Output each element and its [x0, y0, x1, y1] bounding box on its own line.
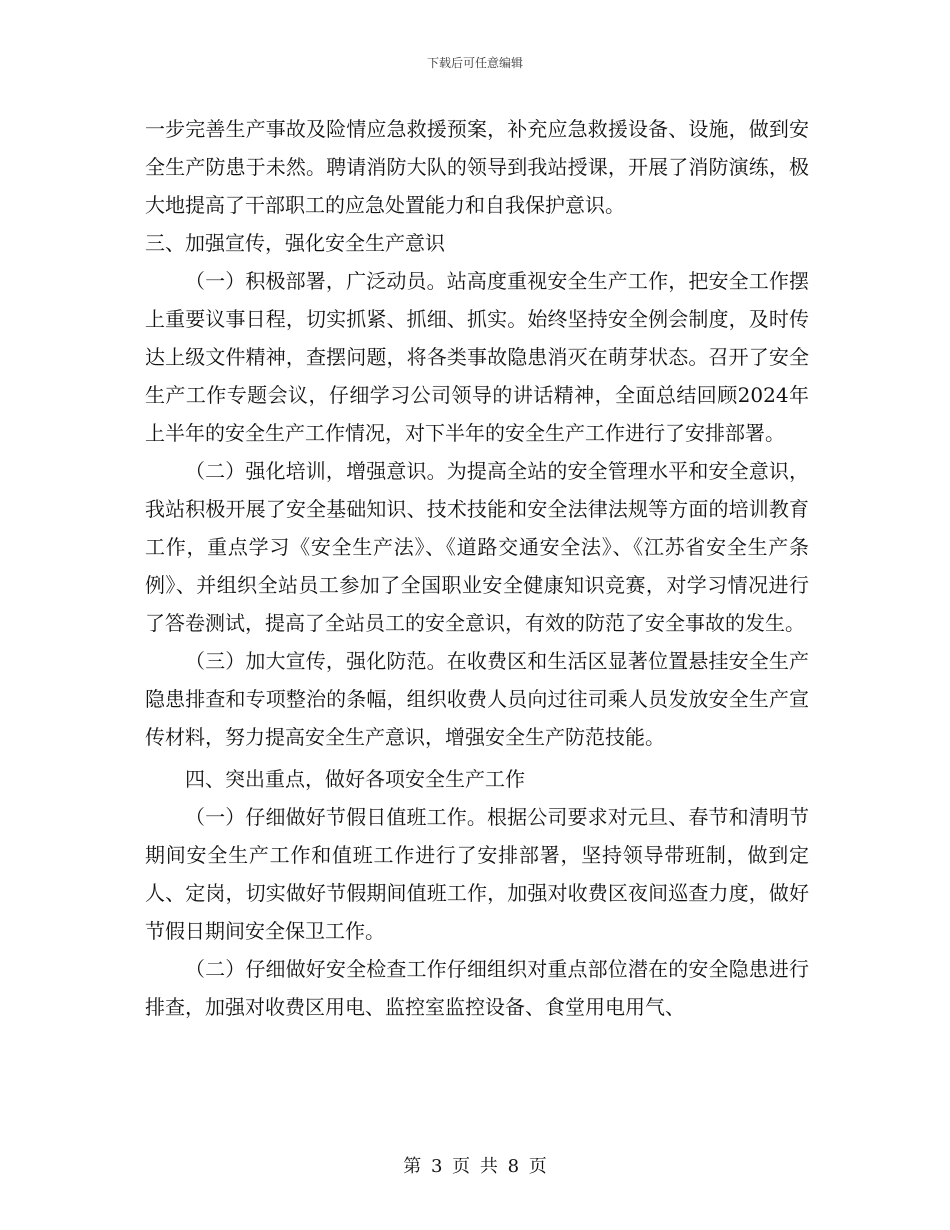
page-number: 第 3 页 共 8 页 — [403, 1156, 547, 1177]
paragraph-4-2: （二）仔细做好安全检查工作仔细组织对重点部位潜在的安全隐患进行排查，加强对收费区用电、监控室监控设备、食堂用电用气、 — [145, 957, 809, 1019]
paragraph-4-1: （一）仔细做好节假日值班工作。根据公司要求对元旦、春节和清明节期间安全生产工作和值班工作进行了安排部署，坚持领导带班制，做到定人、定岗，切实做好节假期间值班工作，加强对收费区夜间巡查力度，做好节假日期间安全保卫工作。 — [145, 805, 809, 943]
paragraph-3-3: （三）加大宣传，强化防范。在收费区和生活区显著位置悬挂安全生产隐患排查和专项整治的条幅，组织收费人员向过往司乘人员发放安全生产宣传材料，努力提高安全生产意识，增强安全生产防范技能。 — [145, 649, 809, 749]
paragraph-continuation: 一步完善生产事故及险情应急救援预案，补充应急救援设备、设施，做到安全生产防患于未然。聘请消防大队的领导到我站授课，开展了消防演练，极大地提高了干部职工的应急处置能力和自我保护意识。 — [145, 117, 809, 217]
document-body — [145, 110, 809, 1026]
section-heading-4: 四、突出重点，做好各项安全生产工作 — [185, 767, 525, 791]
header-note: 下载后可任意编辑 — [426, 56, 523, 70]
paragraph-3-1: （一）积极部署，广泛动员。站高度重视安全生产工作，把安全工作摆上重要议事日程，切实抓紧、抓细、抓实。始终坚持安全例会制度，及时传达上级文件精神，查摆问题，将各类事故隐患消灭在萌芽状态。召开了安全生产工作专题会议，仔细学习公司领导的讲话精神，全面总结回顾2024年上半年的安全生产工作情况，对下半年的安全生产工作进行了安排部署。 — [145, 269, 809, 445]
section-heading-3: 三、加强宣传，强化安全生产意识 — [145, 231, 445, 255]
paragraph-3-2: （二）强化培训，增强意识。为提高全站的安全管理水平和安全意识，我站积极开展了安全基础知识、技术技能和安全法律法规等方面的培训教育工作，重点学习《安全生产法》、《道路交通安全法》、《江苏省安全生产条例》、并组织全站员工参加了全国职业安全健康知识竞赛，对学习情况进行了答卷测试，提高了全站员工的安全意识，有效的防范了安全事故的发生。 — [145, 459, 809, 635]
